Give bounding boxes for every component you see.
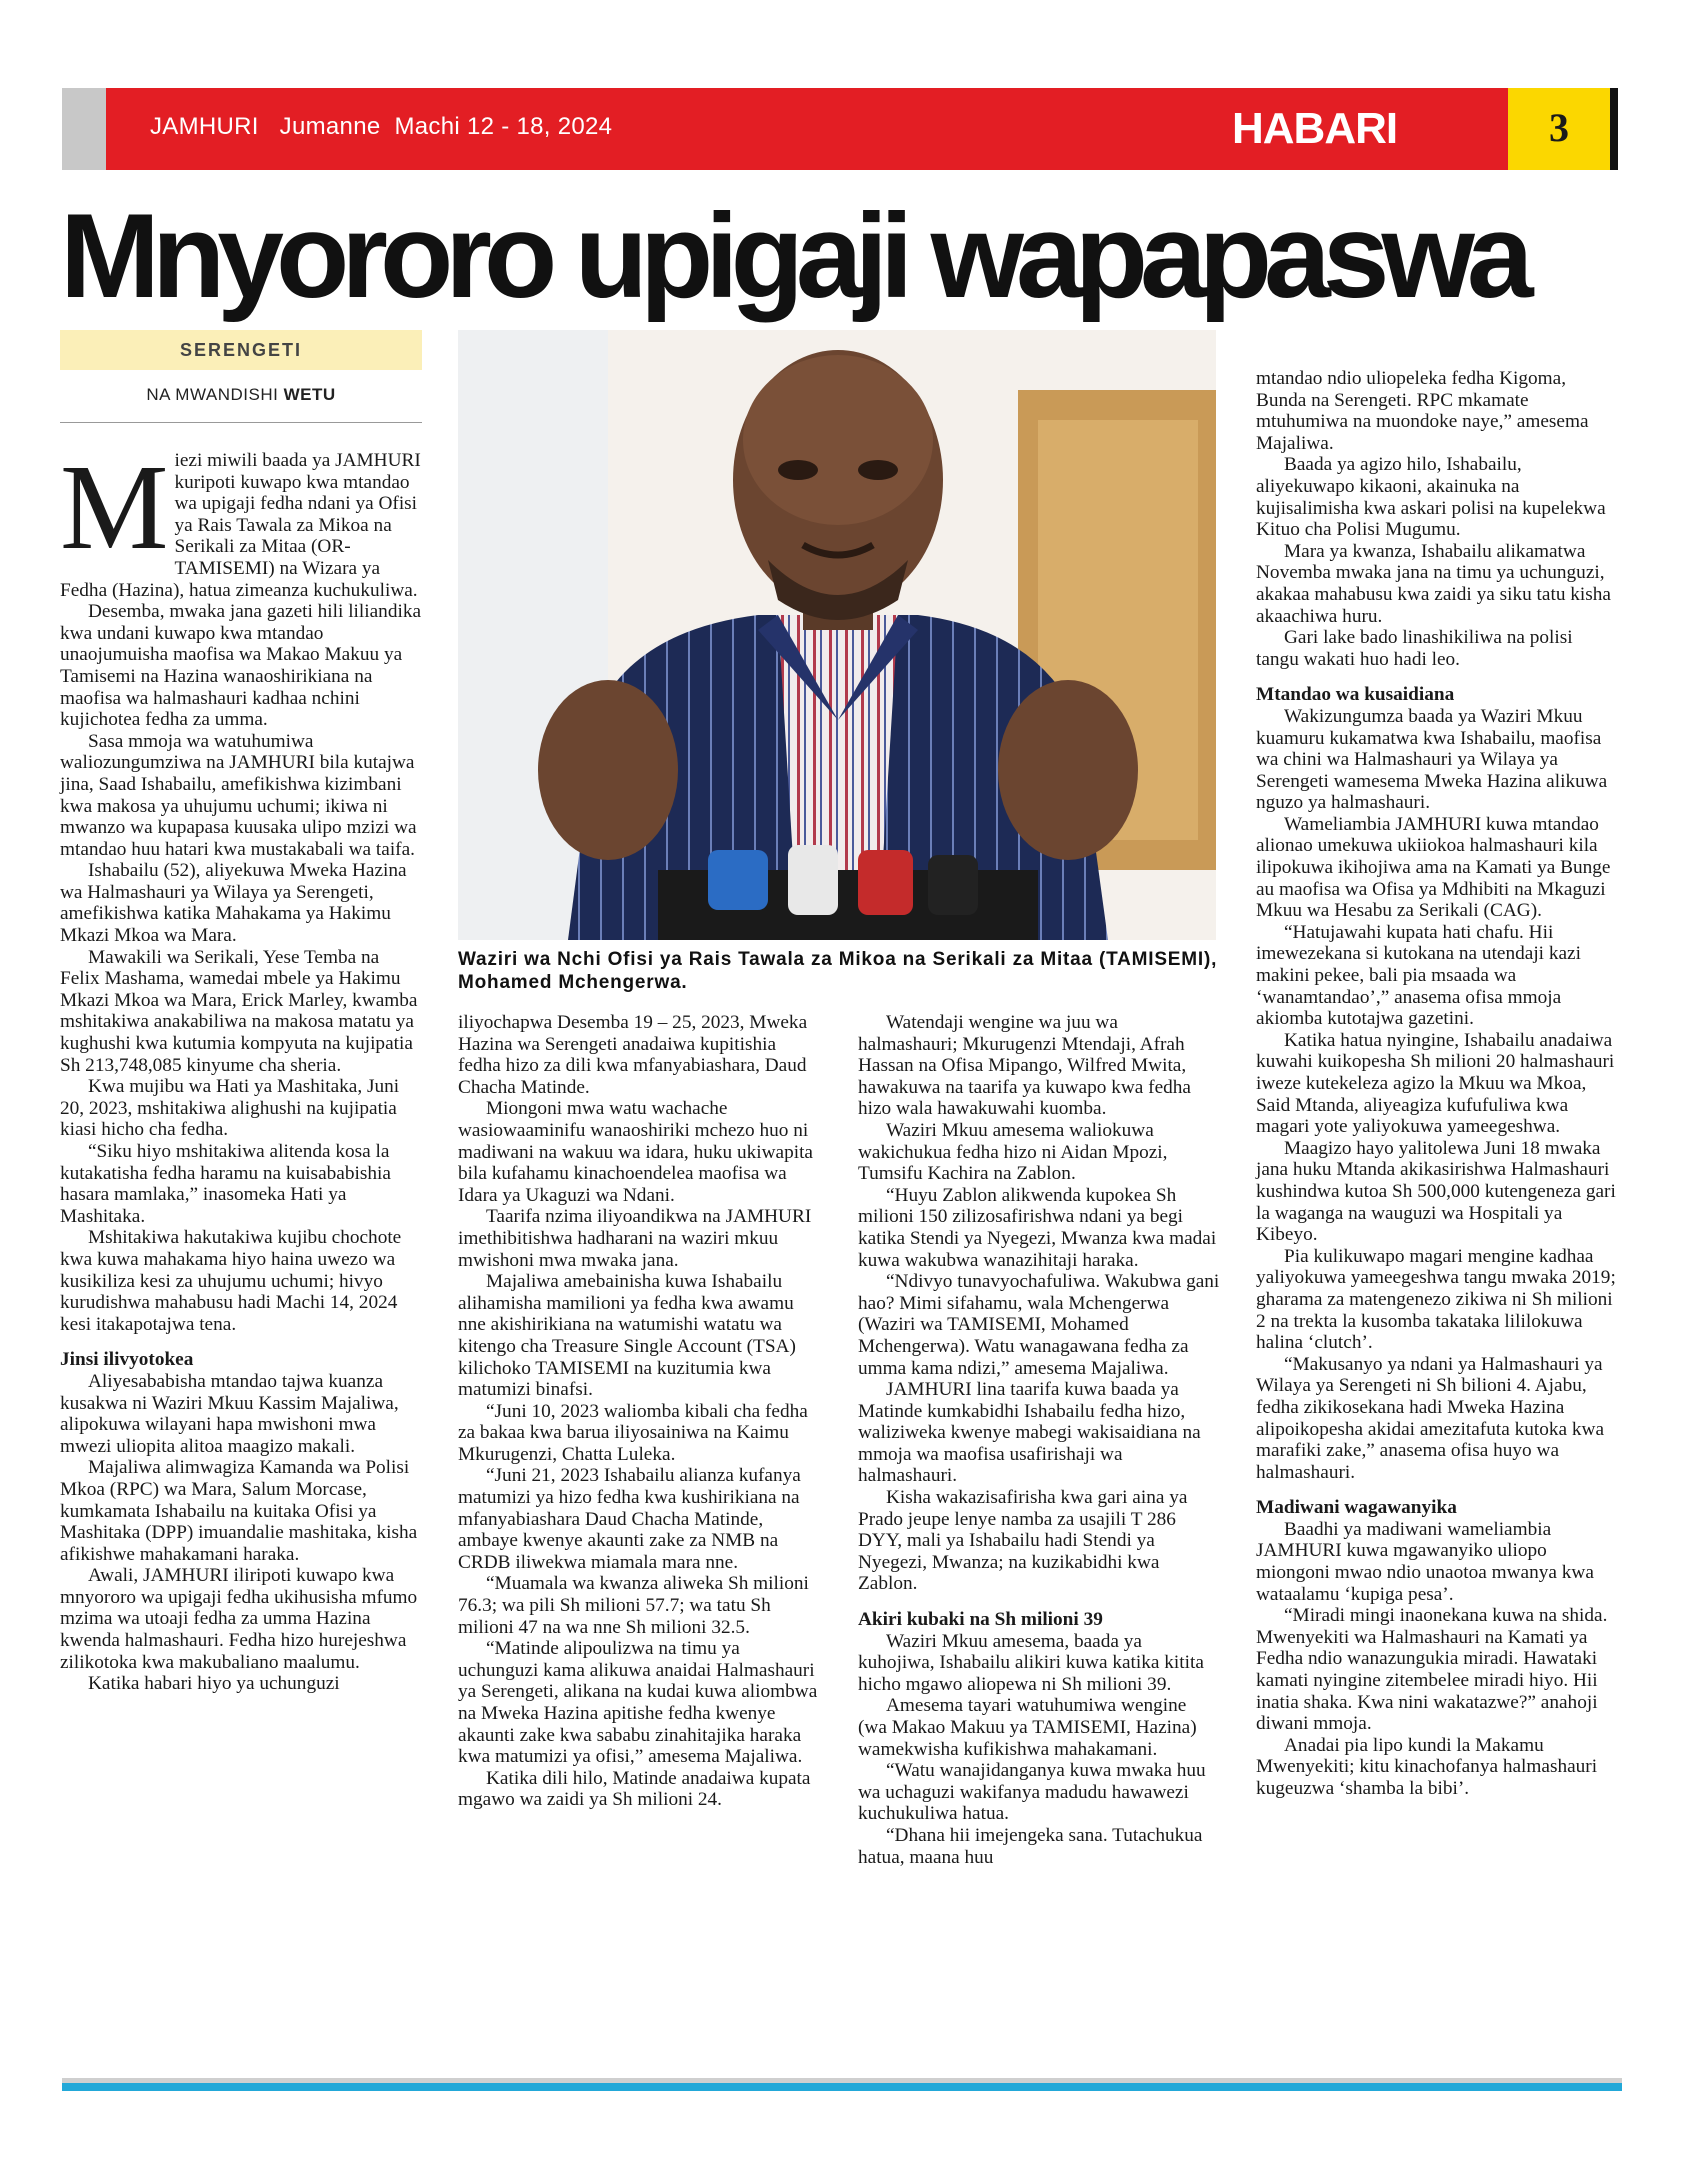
subheading: Jinsi ilivyotokea: [60, 1349, 194, 1371]
subheading: Mtandao wa kusaidiana: [1256, 684, 1455, 706]
paragraph: Majaliwa alimwagiza Kamanda wa Polisi Mkoa (RPC) wa Mara, Salum Morcase, kumkamata Ishabailu na kuitaka Ofisi ya Mashitaka (DPP) imuandalie mashitaka, kisha afikishwe mahakamani haraka.: [60, 1457, 418, 1565]
paragraph: Watendaji wengine wa juu wa halmashauri; Mkurugenzi Mtendaji, Afrah Hassan na Ofisa Mipango, Wilfred Mwita, hawakuwa na taarifa ya kuwapo kwa fedha hizo wala hawakuwahi kuomba.: [858, 1012, 1191, 1120]
paragraph: Pia kulikuwapo magari mengine kadhaa yaliyokuwa yameegeshwa tangu mwaka 2019; gharama za matengenezo zikiwa ni Sh milioni 2 na trekta la kusomba takataka lililokuwa halina ‘clutch’.: [1256, 1245, 1616, 1354]
paragraph: Miongoni mwa watu wachache wasiowaaminifu wanaoshiriki mchezo huo ni madiwani na wakuu wa idara, huku ukiwapita bila kufahamu kinachoendelea maofisa wa Idara ya Ukaguzi wa Ndani.: [458, 1098, 813, 1206]
drop-cap: M: [60, 440, 169, 575]
byline: [60, 385, 422, 405]
paragraph: Gari lake bado linashikiliwa na polisi tangu wakati huo hadi leo.: [1256, 627, 1573, 670]
headline: Mnyororo upigaji wapapaswa: [60, 189, 1526, 323]
page-number: 3: [1549, 105, 1569, 150]
paragraph: JAMHURI lina taarifa kuwa baada ya Matinde kumkabidhi Ishabailu fedha hizo, waliziweka kwenye mabegi wakisaidiana na mmoja wa maofisa usafirishaji wa halmashauri.: [858, 1379, 1201, 1487]
publication-day: Jumanne: [279, 113, 381, 140]
paragraph: Maagizo hayo yalitolewa Juni 18 mwaka jana huku Mtanda akikasirishwa Halmashauri kushindwa kutoa Sh 500,000 kutengeneza gari la waganga na wauguzi wa Hospitali ya Kibeyo.: [1256, 1137, 1616, 1246]
paragraph: “Ndivyo tunavyochafuliwa. Wakubwa gani hao? Mimi sifahamu, wala Mchengerwa (Waziri wa TAMISEMI, Mohamed Mchengerwa). Watu wanagawana fedha za umma kama ndizi,” amesema Majaliwa.: [858, 1271, 1220, 1379]
section-label: HABARI: [1232, 104, 1398, 153]
paragraph: Kisha wakazisafirisha kwa gari aina ya Prado jeupe lenye namba za usajili T 286 DYY, mali ya Ishabailu hadi Stendi ya Nyegezi, Mwanza; na kuzikabidhi kwa Zablon.: [858, 1487, 1188, 1595]
lead-paragraph: Miezi miwili baada ya JAMHURI kuripoti kuwapo kwa mtandao wa upigaji fedha ndani ya Ofisi ya Rais Tawala za Mikoa na Serikali za Mitaa (OR-TAMISEMI) na Wizara ya Fedha (Hazina), hatua zimeanza kuchukuliwa.: [60, 440, 421, 601]
article-column-4: [1256, 368, 1620, 1800]
paragraph: “Muamala wa kwanza aliweka Sh milioni 76.3; wa pili Sh milioni 57.7; wa tatu Sh milioni 47 na wa nne Sh milioni 32.5.: [458, 1573, 809, 1638]
article-column-1: [60, 440, 422, 1695]
paragraph: Sasa mmoja wa watuhumiwa waliozungumziwa na JAMHURI bila kutajwa jina, Saad Ishabailu, amefikishwa kizimbani kwa makosa ya uhujumu uchumi; ikiwa ni mwanzo wa kupapasa kuusaka ulipo mzizi wa mtandao huu hatari kwa mustakabali wa taifa.: [60, 730, 417, 860]
dateline-tag: SERENGETI: [60, 330, 422, 370]
paragraph: Taarifa nzima iliyoandikwa na JAMHURI imethibitishwa hadharani na waziri mkuu mwishoni mwa mwaka jana.: [458, 1206, 812, 1271]
paragraph: “Dhana hii imejengeka sana. Tutachukua hatua, maana huu: [858, 1824, 1203, 1868]
header-grey-block: [62, 88, 106, 170]
publication-dates: Machi 12 - 18, 2024: [394, 113, 613, 140]
paragraph: “Watu wanajidanganya kuwa mwaka huu wa uchaguzi wakifanya madudu hawawezi kuchukuliwa hatua.: [858, 1760, 1206, 1825]
paragraph: Majaliwa amebainisha kuwa Ishabailu alihamisha mamilioni ya fedha kwa awamu nne akishirikiana na watumishi watatu wa kitengo cha Treasure Single Account (TSA) kilichoko TAMISEMI na kuzitumia kwa matumizi binafsi.: [458, 1271, 796, 1401]
paragraph: Kwa mujibu wa Hati ya Mashitaka, Juni 20, 2023, mshitakiwa alighushi na kujipatia kiasi hicho cha fedha.: [60, 1076, 400, 1141]
header-meta: [150, 113, 612, 141]
header-edge-bar: [1610, 88, 1618, 170]
portrait-illustration: [458, 330, 1216, 940]
paragraph: Wakizungumza baada ya Waziri Mkuu kuamuru kukamatwa kwa Ishabailu, maofisa wa chini wa Halmashauri ya Wilaya ya Serengeti wamesema Mweka Hazina alikuwa nguzo ya halmashauri.: [1256, 705, 1608, 814]
paragraph: “Juni 10, 2023 waliomba kibali cha fedha za bakaa kwa barua iliyosainiwa na Kaimu Mkurugenzi, Chatta Luleka.: [458, 1400, 808, 1465]
paragraph: Wameliambia JAMHURI kuwa mtandao alionao umekuwa ukiiokoa halmashauri kila ilipokuwa ikihojiwa ama na Kamati ya Bunge au maofisa wa Ofisa ya Mdhibiti na Mkaguzi Mkuu wa Hesabu za Serikali (CAG).: [1256, 813, 1611, 922]
paragraph: Mshitakiwa hakutakiwa kujibu chochote kwa kuwa mahakama hiyo haina uwezo wa kusikiliza kesi za uhujumu uchumi; hivyo kurudishwa mahabusu hadi Machi 14, 2024 kesi itakapotajwa tena.: [60, 1227, 402, 1335]
paragraph: Ishabailu (52), aliyekuwa Mweka Hazina wa Halmashauri ya Wilaya ya Serengeti, amefikishwa katika Mahakama ya Hakimu Mkazi Mkoa wa Mara.: [60, 860, 407, 947]
paragraph: Katika habari hiyo ya uchunguzi: [88, 1673, 340, 1695]
paragraph: “Miradi mingi inaonekana kuwa na shida. Mwenyekiti wa Halmashauri na Kamati ya Fedha ndio wanazungukia miradi. Hawataki kamati nyingine zitembelee miradi hiyo. Hii inatia shaka. Kwa nini wakatazwe?” anahoji diwani mmoja.: [1256, 1605, 1608, 1735]
article-column-3: [858, 1012, 1220, 1868]
article-photo: [458, 330, 1216, 940]
paragraph: Mawakili wa Serikali, Yese Temba na Felix Mashama, wamedai mbele ya Hakimu Mkazi Mkoa wa Mara, Erick Marley, kwamba mshitakiwa anakabiliwa na makosa matatu ya kughushi kwa kutumia kompyuta na kujipatia Sh 213,748,085 kinyume cha sheria.: [60, 946, 418, 1076]
paragraph: Waziri Mkuu amesema waliokuwa wakichukua fedha hizo ni Aidan Mpozi, Tumsifu Kachira na Zablon.: [858, 1119, 1168, 1185]
paragraph: “Juni 21, 2023 Ishabailu alianza kufanya matumizi ya hizo fedha kwa kushirikiana na mfanyabiashara Daud Chacha Matinde, ambaye kwenye akaunti zake za NMB na CRDB iliwekwa miamala mara nne.: [458, 1465, 801, 1573]
paragraph: Katika dili hilo, Matinde anadaiwa kupata mgawo wa zaidi ya Sh milioni 24.: [458, 1767, 811, 1811]
byline-rule: [60, 422, 422, 423]
paragraph: “Siku hiyo mshitakiwa alitenda kosa la kutakatisha fedha haramu na kuisababishia hasara mamlaka,” inasomeka Hati ya Mashitaka.: [60, 1141, 391, 1227]
paragraph: Awali, JAMHURI iliripoti kuwapo kwa mnyororo wa upigaji fedha ukihusisha mfumo mzima wa utoaji fedha za umma Hazina kwenda halmashauri. Fedha hizo hurejeshwa zilikotoka kwa makubaliano maalumu.: [60, 1565, 418, 1673]
paragraph: Aliyesababisha mtandao tajwa kuanza kusakwa ni Waziri Mkuu Kassim Majaliwa, alipokuwa wilayani hapa mwishoni mwa mwezi uliopita alitoa maagizo makali.: [60, 1370, 399, 1457]
paragraph: “Matinde alipoulizwa na timu ya uchunguzi kama alikuwa anaidai Halmashauri ya Serengeti, alikana na kudai kuwa aliombwa na Mweka Hazina apitishe fedha kwenye akaunti zake kwa sababu zinahitajika haraka kwa matumizi ya ofisi,” amesema Majaliwa.: [458, 1638, 818, 1768]
paragraph: Desemba, mwaka jana gazeti hili liliandika kwa undani kuwapo kwa mtandao unaojumuisha maofisa wa Makao Makuu ya Tamisemi na Hazina wanaoshirikiana na maofisa wa halmashauri kadhaa nchini kujichotea fedha za umma.: [60, 601, 422, 731]
paragraph: iliyochapwa Desemba 19 – 25, 2023, Mweka Hazina wa Serengeti anadaiwa kupitishia fedha hizo za dili kwa mfanyabiashara, Daud Chacha Matinde.: [458, 1012, 808, 1098]
paragraph: Mara ya kwanza, Ishabailu alikamatwa Novemba mwaka jana na timu ya uchunguzi, akakaa mahabusu kwa zaidi ya siku tatu kisha akaachiwa huru.: [1256, 540, 1611, 627]
byline-name: WETU: [283, 385, 336, 404]
paragraph: “Makusanyo ya ndani ya Halmashauri ya Wilaya ya Serengeti ni Sh bilioni 4. Ajabu, fedha zikikosekana hadi Mweka Hazina alipoikopesha akidai amezitafuta kutoka kwa marafiki zake,” anasema ofisa huyo wa halmashauri.: [1256, 1353, 1605, 1483]
photo-caption: Waziri wa Nchi Ofisi ya Rais Tawala za Mikoa na Serikali za Mitaa (TAMISEMI), Mohamed Mchengerwa.: [458, 949, 1218, 993]
article-column-2: [458, 1012, 820, 1811]
paragraph: mtandao ndio uliopeleka fedha Kigoma, Bunda na Serengeti. RPC mkamate mtuhumiwa na muondoke naye,” amesema Majaliwa.: [1256, 368, 1589, 454]
footer-blue-rule: [62, 2083, 1622, 2091]
byline-prefix: NA MWANDISHI: [146, 385, 279, 404]
paragraph: Baadhi ya madiwani wameliambia JAMHURI kuwa mgawanyiko uliopo miongoni mwao ndio unaotoa mwanya kwa wataalamu ‘kupiga pesa’.: [1256, 1518, 1594, 1605]
paragraph: Anadai pia lipo kundi la Makamu Mwenyekiti; kitu kinachofanya halmashauri kugeuzwa ‘shamba la bibi’.: [1256, 1734, 1598, 1799]
paragraph: “Hatujawahi kupata hati chafu. Hii imewezekana si kutokana na utendaji kazi makini pekee, bali pia msaada wa ‘wanamtandao’,” anasema ofisa mmoja akiomba kutotajwa gazetini.: [1256, 921, 1581, 1030]
paragraph: Amesema tayari watuhumiwa wengine (wa Makao Makuu ya TAMISEMI, Hazina) wamekwisha kufikishwa mahakamani.: [858, 1695, 1197, 1760]
paragraph: Katika hatua nyingine, Ishabailu anadaiwa kuwahi kuikopesha Sh milioni 20 halmashauri iweze kutekeleza agizo la Mkuu wa Mkoa, Said Mtanda, aliyeagiza kufufuliwa kwa magari yote yaliyokuwa yameegeshwa.: [1256, 1029, 1615, 1138]
paragraph: Baada ya agizo hilo, Ishabailu, aliyekuwapo kikaoni, akainuka na kujisalimisha kwa askari polisi na kupelekwa Kituo cha Polisi Mugumu.: [1256, 454, 1606, 541]
subheading: Madiwani wagawanyika: [1256, 1497, 1457, 1519]
publication-name: JAMHURI: [150, 113, 259, 140]
paragraph: “Huyu Zablon alikwenda kupokea Sh milioni 150 zilizosafirishwa ndani ya begi katika Stendi ya Nyegezi, Mwanza kwa madai kuwa wakubwa wanazihitaji haraka.: [858, 1184, 1217, 1271]
paragraph: Waziri Mkuu amesema, baada ya kuhojiwa, Ishabailu alikiri kuwa katika kitita hicho mgawo aliopewa ni Sh milioni 39.: [858, 1630, 1204, 1695]
subheading: Akiri kubaki na Sh milioni 39: [858, 1609, 1103, 1631]
